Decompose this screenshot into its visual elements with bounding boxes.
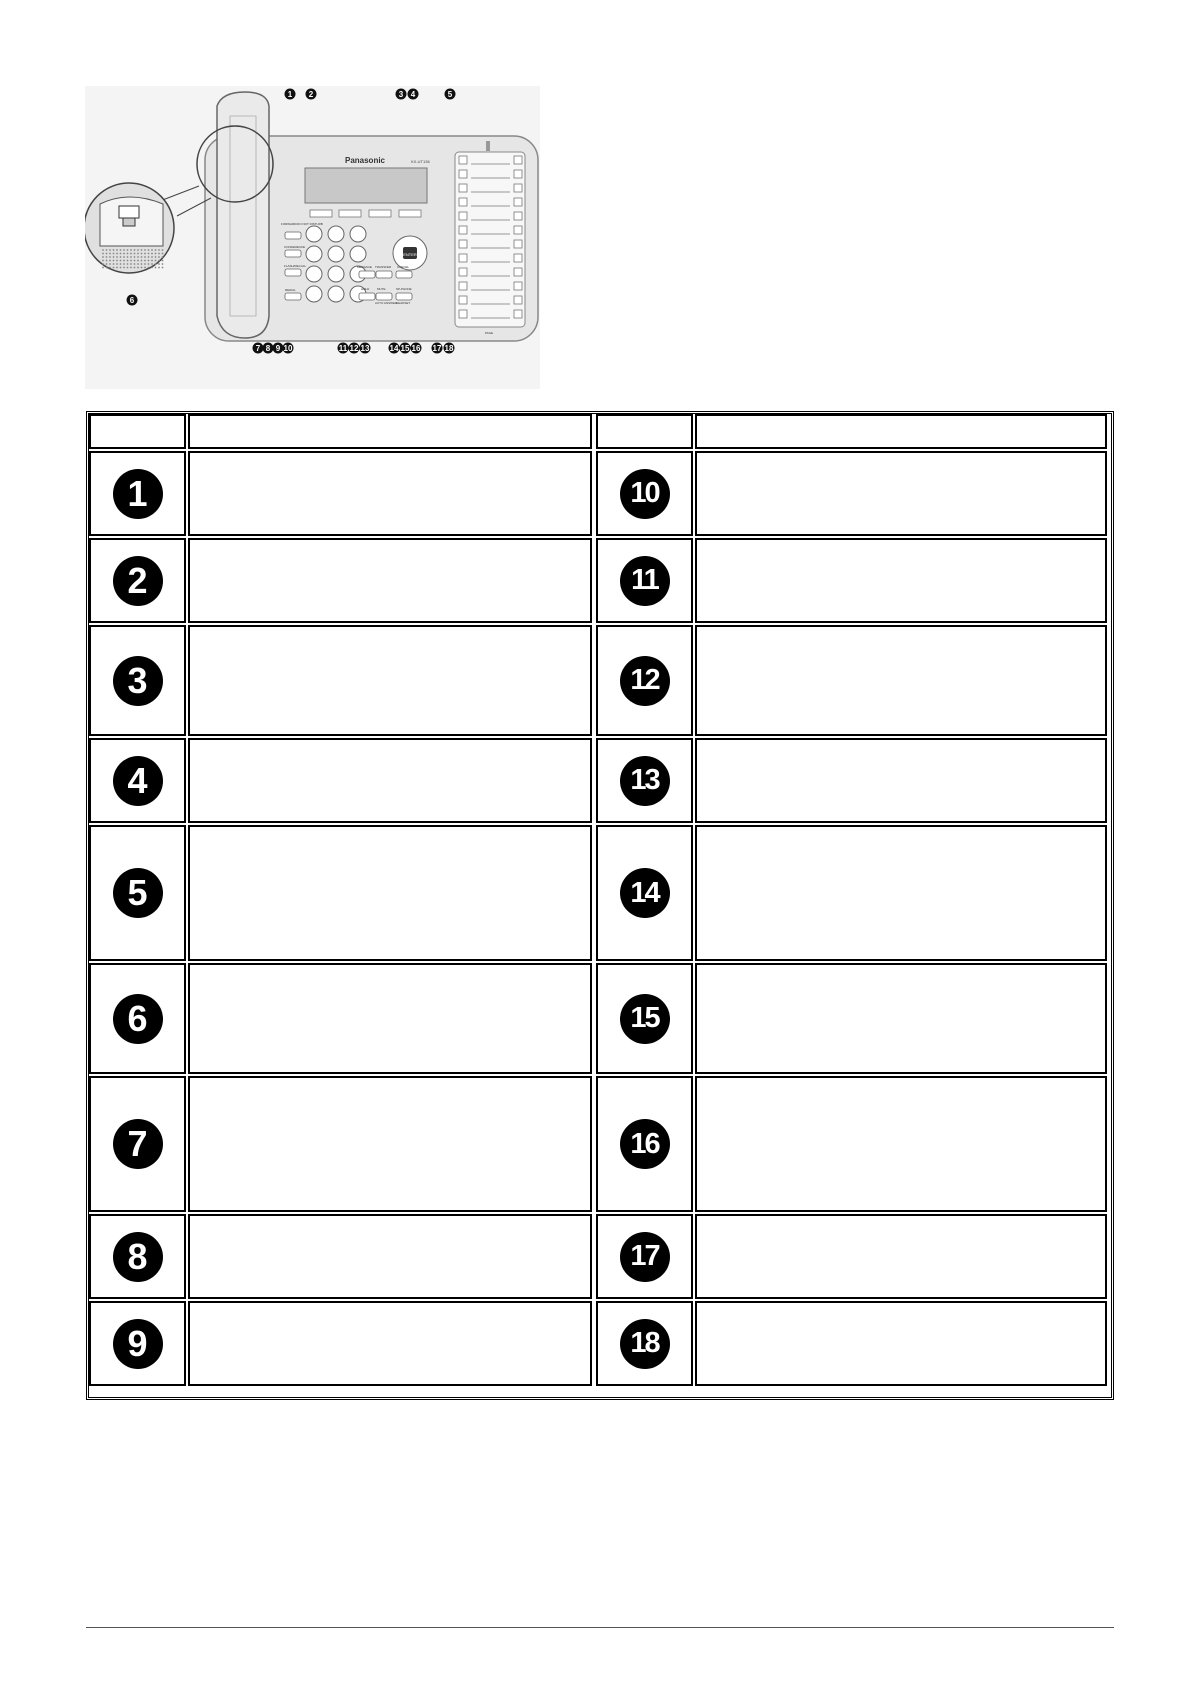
callout-marker: [408, 89, 419, 100]
item-number-badge: 8: [113, 1232, 163, 1282]
item-number-cell: [89, 963, 186, 1074]
transfer-key-label: TRANSFER: [375, 265, 392, 269]
item-number-cell: [89, 1214, 186, 1299]
callout-marker: [389, 343, 400, 354]
item-number-cell: [89, 1076, 186, 1212]
item-number-badge: 10: [620, 469, 670, 519]
item-description-cell: [188, 538, 592, 623]
page-key-label: PAGE: [485, 331, 494, 335]
callout-marker: [283, 343, 294, 354]
item-number-badge: 2: [113, 556, 163, 606]
callout-number: 15: [400, 344, 410, 353]
item-description-cell: [188, 1214, 592, 1299]
item-description-cell: [188, 1076, 592, 1212]
callout-number: 2: [308, 90, 314, 99]
item-description-cell: [695, 1301, 1107, 1386]
callout-marker: [444, 343, 455, 354]
hold-key-label: HOLD: [361, 287, 370, 291]
left-column: [89, 414, 596, 1397]
callout-marker: [285, 89, 296, 100]
callout-marker: [432, 343, 443, 354]
item-description-cell: [188, 825, 592, 961]
callout-marker: [411, 343, 422, 354]
redial-key-label: REDIAL: [285, 288, 296, 292]
callout-number: 9: [275, 344, 281, 353]
item-number-badge: 7: [113, 1119, 163, 1169]
item-number-cell: [596, 1301, 693, 1386]
callout-marker: [273, 343, 284, 354]
callout-marker: [263, 343, 274, 354]
callout-marker: [400, 343, 411, 354]
item-description-cell: [188, 451, 592, 536]
item-description-cell: [695, 538, 1107, 623]
item-number-cell: [89, 538, 186, 623]
item-number-badge: 16: [620, 1119, 670, 1169]
item-number-cell: [596, 963, 693, 1074]
item-number-badge: 9: [113, 1319, 163, 1369]
sp-phone-key-label: SP-PHONE: [396, 287, 412, 291]
forward-key-label: FORWARD/DO NOT DISTURB: [281, 222, 323, 226]
auto-answer-key-label: AUTO ANSWER: [375, 301, 398, 305]
item-number-badge: 3: [113, 656, 163, 706]
callout-marker: [127, 295, 138, 306]
item-number-cell: [596, 738, 693, 823]
cancel-key-label: CANCEL: [397, 265, 410, 269]
item-number-badge: 6: [113, 994, 163, 1044]
phone-diagram: [85, 86, 540, 389]
item-number-cell: [596, 825, 693, 961]
components-table: [86, 411, 1114, 1400]
item-description-cell: [695, 963, 1107, 1074]
item-description-cell: [188, 625, 592, 736]
callout-marker: [253, 343, 264, 354]
callout-number: 5: [447, 90, 453, 99]
item-number-badge: 18: [620, 1319, 670, 1369]
callout-number: 12: [349, 344, 359, 353]
item-description-cell: [188, 963, 592, 1074]
phone-brand-text: Panasonic: [344, 156, 386, 165]
item-number-cell: [596, 1214, 693, 1299]
item-description-cell: [695, 1214, 1107, 1299]
callout-marker: [349, 343, 360, 354]
item-description-cell: [188, 1301, 592, 1386]
item-number-badge: 12: [620, 656, 670, 706]
mute-key-label: MUTE: [377, 287, 386, 291]
callout-number: 8: [265, 344, 271, 353]
right-column: [596, 414, 1111, 1397]
item-description-cell: [695, 825, 1107, 961]
callout-number: 17: [432, 344, 442, 353]
footer-rule: [86, 1627, 1114, 1628]
callout-number: 16: [411, 344, 421, 353]
item-number-badge: 1: [113, 469, 163, 519]
callout-marker: [445, 89, 456, 100]
item-number-badge: 11: [620, 556, 670, 606]
callout-number: 4: [410, 90, 416, 99]
callout-marker: [396, 89, 407, 100]
callout-marker: [306, 89, 317, 100]
item-number-badge: 14: [620, 868, 670, 918]
item-description-cell: [695, 738, 1107, 823]
callout-number: 11: [338, 344, 348, 353]
callout-marker: [360, 343, 371, 354]
conference-key-label: CONFERENCE: [284, 245, 306, 249]
phone-model-text: KX-UT136: [411, 159, 430, 164]
headset-key-label: HEADSET: [396, 301, 411, 305]
item-number-badge: 4: [113, 756, 163, 806]
item-number-cell: [89, 825, 186, 961]
item-number-badge: 17: [620, 1232, 670, 1282]
item-number-cell: [596, 451, 693, 536]
callout-number: 3: [398, 90, 404, 99]
item-number-cell: [596, 538, 693, 623]
callout-number: 14: [389, 344, 399, 353]
header-description-cell-left: [188, 414, 592, 449]
message-key-label: MESSAGE: [357, 265, 372, 269]
header-number-cell-right: [596, 414, 693, 449]
enter-key-label: ENTER: [403, 252, 417, 257]
callout-number: 6: [129, 296, 135, 305]
callout-number: 13: [360, 344, 370, 353]
callout-number: 18: [444, 344, 454, 353]
item-description-cell: [695, 1076, 1107, 1212]
item-number-badge: 13: [620, 756, 670, 806]
callout-number: 1: [287, 90, 293, 99]
item-number-cell: [596, 1076, 693, 1212]
header-description-cell-right: [695, 414, 1107, 449]
header-number-cell-left: [89, 414, 186, 449]
item-number-cell: [89, 1301, 186, 1386]
callout-marker: [338, 343, 349, 354]
item-description-cell: [695, 625, 1107, 736]
item-number-cell: [89, 451, 186, 536]
item-number-cell: [596, 625, 693, 736]
item-description-cell: [695, 451, 1107, 536]
flash-key-label: FLASH/RECALL: [284, 264, 307, 268]
item-number-badge: 5: [113, 868, 163, 918]
callout-number: 10: [283, 344, 293, 353]
callout-number: 7: [255, 344, 261, 353]
item-description-cell: [188, 738, 592, 823]
item-number-cell: [89, 738, 186, 823]
item-number-badge: 15: [620, 994, 670, 1044]
item-number-cell: [89, 625, 186, 736]
